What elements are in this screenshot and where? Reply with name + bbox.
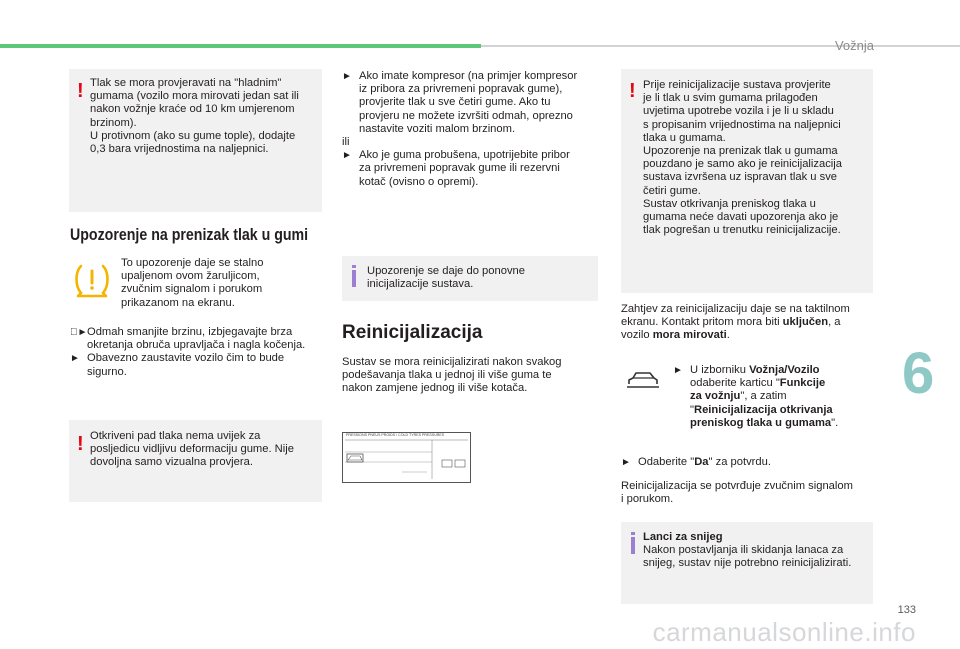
list-item: ► Obavezno zaustavite vozilo čim to bude sigurno. — [70, 352, 285, 378]
section-heading-reset: Reinicijalizacija — [342, 322, 483, 343]
chapter-number: 6 — [902, 341, 935, 406]
confirm-bullet: ► Odaberite "Da" za potvrdu. — [621, 456, 771, 468]
section-heading-low-pressure: Upozorenje na prenizak tlak u gumi — [70, 226, 309, 244]
warning-text: Tlak se mora provjeravati na "hladnim" gumama (vozilo mora mirovati jedan sat ili nakon vožnje kraće od 10 km umjerenom brzinom). U protivnom (ako su gume tople), dodajte 0,3 bara vrijednostima na naljepnici. — [90, 77, 299, 156]
bullet-list-compressor — [342, 70, 604, 189]
reset-paragraph: Sustav se mora reinicijalizirati nakon svakog podešavanja tlaka u jednoj ili više guma te nakon zamjene jednog ili više kotača. — [342, 356, 562, 395]
tyre-pressure-warning-icon — [72, 262, 112, 300]
info-icon — [631, 537, 635, 554]
reset-request-paragraph: Zahtjev za reinicijalizaciju daje se na taktilnom ekranu. Kontakt pritom mora biti uključen, a vozilo mora mirovati. — [621, 303, 850, 342]
menu-instruction: ► U izborniku Vožnja/Vozilo odaberite karticu "Funkcije za vožnju", a zatim "Reinicijalizacija otkrivanja preniskog tlaka u gumama". — [673, 364, 839, 429]
warning-box-cold-tyres — [69, 69, 322, 212]
header-bar — [0, 44, 481, 48]
warning-text: Prije reinicijalizacije sustava provjerite je li tlak u svim gumama prilagođen uvjetima upotrebe vozila i je li u skladu s propisanim vrijednostima na naljepnici tlaka u gumama. Upozorenje na prenizak tlak u gumama pouzdano je samo ako je reinicijalizacija sustava izvršena uz ispravan tlak u sve četiri gume. Sustav otkrivanja preniskog tlaka u gumama neće davati upozorenja ako je tlak pogrešan u trenutku reinicijalizacije. — [643, 79, 842, 237]
warning-icon: ! — [629, 80, 636, 102]
bullet-list-actions — [70, 326, 325, 379]
warning-box-before-reset — [621, 69, 873, 293]
watermark: carmanualsonline.info — [652, 617, 916, 647]
warning-icon: ! — [77, 80, 84, 102]
section-title: Vožnja — [834, 38, 874, 53]
list-item: ► Ako imate kompresor (na primjer kompresor iz pribora za privremeni popravak gume), provjerite tlak u sve četiri gume. Ako tu provjeru ne možete izvršiti odmah, oprezno nastavite voziti malom brzinom. — [342, 70, 578, 135]
or-text: ili — [342, 136, 350, 149]
info-box-snow-chains — [621, 522, 873, 604]
confirmation-paragraph: Reinicijalizacija se potvrđuje zvučnim signalom i porukom. — [621, 480, 853, 506]
header-rule — [481, 45, 960, 47]
tyre-pressure-label-image — [342, 432, 471, 483]
warning-icon: ! — [77, 433, 84, 455]
info-box-warning-until-reset — [342, 256, 598, 301]
list-item: ► Ako je guma probušena, upotrijebite pribor za privremeni popravak gume ili rezervni kotač (ovisno o opremi). — [342, 149, 570, 188]
info-text: Lanci za snijeg Nakon postavljanja ili skidanja lanaca za snijeg, sustav nije potrebno reinicijalizirati. — [643, 531, 852, 570]
info-text: Upozorenje se daje do ponovne inicijalizacije sustava. — [367, 265, 525, 291]
info-icon — [352, 270, 356, 287]
warning-text: Otkriveni pad tlaka nema uvijek za posljedicu vidljivu deformaciju gume. Nije dovoljna samo vizualna provjera. — [90, 430, 294, 469]
warning-box-visual-check — [69, 420, 322, 502]
icon-description: To upozorenje daje se stalno upaljenom ovom žaruljicom, zvučnim signalom i porukom prikazanom na ekranu. — [121, 257, 264, 309]
list-item: ► Odmah smanjite brzinu, izbjegavajte brza okretanja obruča upravljača i nagla kočenja. — [70, 326, 306, 352]
label-image-caption: PRESSIONS PNEUS PROIDS / COLD TYRES PRESSURES — [346, 433, 445, 437]
car-icon — [626, 369, 660, 391]
page-number: 133 — [897, 604, 916, 616]
